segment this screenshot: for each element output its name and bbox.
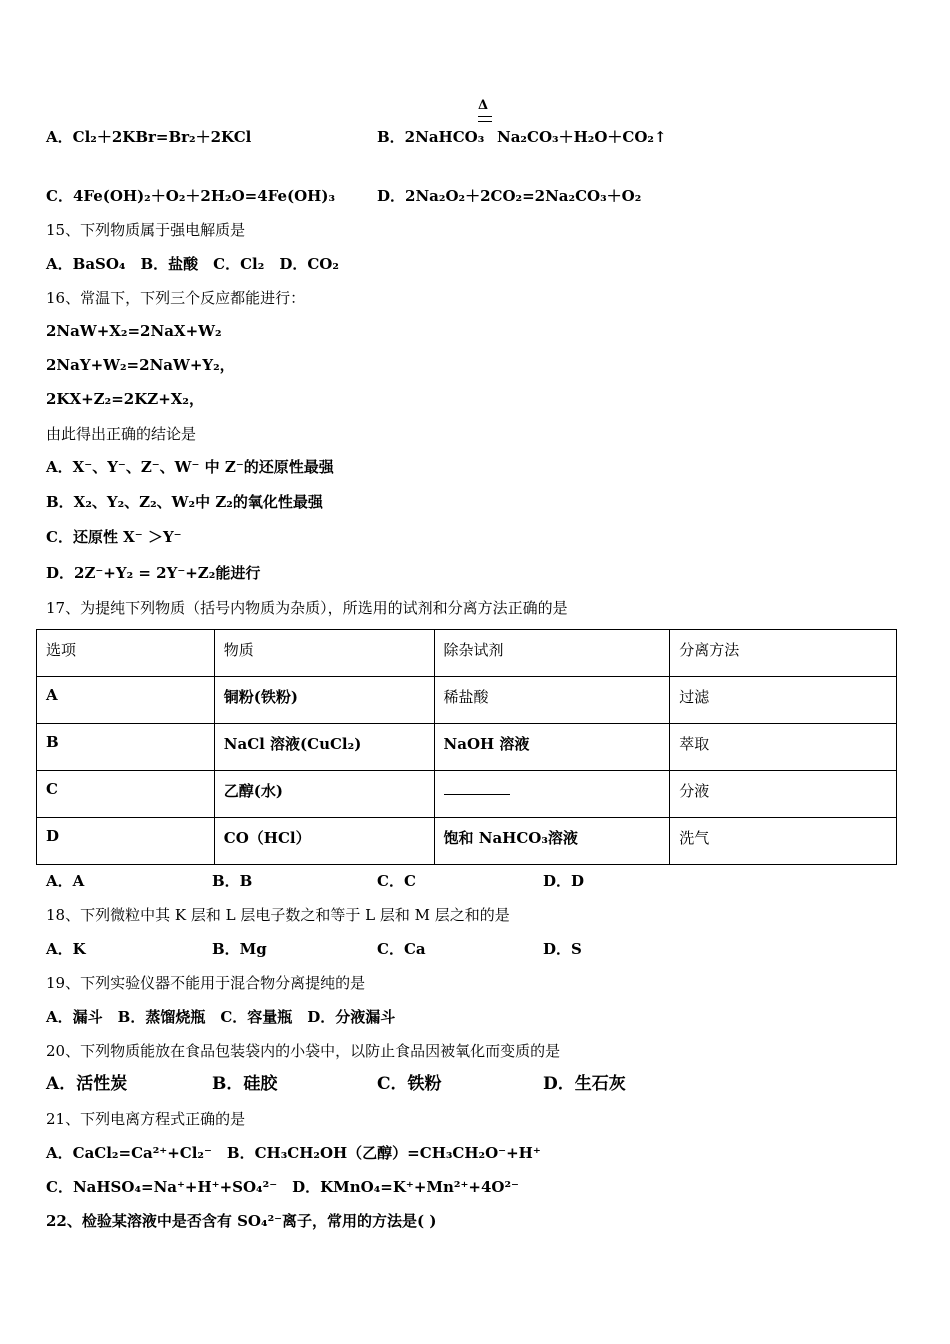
q17-option-d: D．D bbox=[543, 872, 585, 890]
q18-option-b: B．Mg bbox=[212, 940, 267, 958]
table-cell: 萃取 bbox=[670, 724, 897, 771]
q18-option-c: C．Ca bbox=[377, 940, 426, 958]
q17-option-a: A．A bbox=[46, 872, 85, 890]
q17-stem: 17、为提纯下列物质（括号内物质为杂质），所选用的试剂和分离方法正确的是 bbox=[46, 599, 568, 617]
q16-equation-2: 2NaY+W₂=2NaW+Y₂， bbox=[46, 356, 235, 374]
header-reagent: 除杂试剂 bbox=[434, 630, 670, 677]
header-method: 分离方法 bbox=[670, 630, 897, 677]
q14-option-d: D．2Na₂O₂＋2CO₂=2Na₂CO₃＋O₂ bbox=[377, 187, 642, 205]
table-cell: B bbox=[37, 724, 215, 771]
table-cell: 稀盐酸 bbox=[434, 677, 670, 724]
table-cell-blank bbox=[434, 771, 670, 818]
q20-option-b: B．硅胶 bbox=[212, 1074, 278, 1094]
q20-option-d: D．生石灰 bbox=[543, 1074, 626, 1094]
q20-option-a: A．活性炭 bbox=[46, 1074, 128, 1094]
table-cell: 过滤 bbox=[670, 677, 897, 724]
q16-equation-1: 2NaW+X₂=2NaX+W₂ bbox=[46, 322, 222, 340]
q16-option-a: A．X⁻、Y⁻、Z⁻、W⁻ 中 Z⁻的还原性最强 bbox=[46, 458, 334, 476]
q16-option-b: B．X₂、Y₂、Z₂、W₂中 Z₂的氧化性最强 bbox=[46, 493, 323, 511]
q14-option-a: A．Cl₂＋2KBr=Br₂＋2KCl bbox=[46, 128, 252, 146]
table-cell: NaCl 溶液(CuCl₂) bbox=[214, 724, 434, 771]
answer-blank-line bbox=[444, 780, 510, 795]
q22-stem: 22、检验某溶液中是否含有 SO₄²⁻离子，常用的方法是( ) bbox=[46, 1212, 437, 1230]
table-cell: 铜粉(铁粉) bbox=[214, 677, 434, 724]
table-header-row bbox=[37, 630, 897, 677]
q19-options: A．漏斗 B．蒸馏烧瓶 C．容量瓶 D．分液漏斗 bbox=[46, 1008, 396, 1026]
q14-option-c: C．4Fe(OH)₂＋O₂＋2H₂O=4Fe(OH)₃ bbox=[46, 187, 336, 205]
q21-stem: 21、下列电离方程式正确的是 bbox=[46, 1110, 246, 1128]
q14-option-b-left: B．2NaHCO₃ bbox=[377, 128, 485, 146]
table-cell: A bbox=[37, 677, 215, 724]
q20-stem: 20、下列物质能放在食品包装袋内的小袋中，以防止食品因被氧化而变质的是 bbox=[46, 1042, 561, 1060]
q16-option-c: C．还原性 X⁻ ＞Y⁻ bbox=[46, 528, 182, 546]
q16-equation-3: 2KX+Z₂=2KZ+X₂， bbox=[46, 390, 204, 408]
q14-equals-sign bbox=[478, 116, 492, 122]
q18-option-a: A．K bbox=[46, 940, 86, 958]
q17-option-b: B．B bbox=[212, 872, 253, 890]
table-cell: 洗气 bbox=[670, 818, 897, 865]
q15-options: A．BaSO₄ B．盐酸 C．Cl₂ D．CO₂ bbox=[46, 255, 339, 273]
q17-option-c: C．C bbox=[377, 872, 416, 890]
q19-stem: 19、下列实验仪器不能用于混合物分离提纯的是 bbox=[46, 974, 366, 992]
table-cell: NaOH 溶液 bbox=[434, 724, 670, 771]
q17-table bbox=[36, 629, 897, 865]
table-cell: CO（HCl） bbox=[214, 818, 434, 865]
table-cell: C bbox=[37, 771, 215, 818]
q15-stem: 15、下列物质属于强电解质是 bbox=[46, 221, 246, 239]
q16-conclusion: 由此得出正确的结论是 bbox=[46, 425, 197, 443]
q14-option-b-right: Na₂CO₃＋H₂O＋CO₂↑ bbox=[497, 128, 667, 146]
table-cell: D bbox=[37, 818, 215, 865]
q21-options-cd: C．NaHSO₄=Na⁺+H⁺+SO₄²⁻ D．KMnO₄=K⁺+Mn²⁺+4O²⁻ bbox=[46, 1178, 519, 1196]
table-cell: 饱和 NaHCO₃溶液 bbox=[434, 818, 670, 865]
table-cell: 分液 bbox=[670, 771, 897, 818]
q16-option-d: D．2Z⁻+Y₂ = 2Y⁻+Z₂能进行 bbox=[46, 564, 261, 582]
q18-option-d: D．S bbox=[543, 940, 582, 958]
q16-stem: 16、常温下，下列三个反应都能进行： bbox=[46, 289, 306, 307]
q21-options-ab: A．CaCl₂=Ca²⁺+Cl₂⁻ B．CH₃CH₂OH（乙醇）=CH₃CH₂O⁻+H⁺ bbox=[46, 1144, 541, 1162]
header-option: 选项 bbox=[37, 630, 215, 677]
table-row bbox=[37, 724, 897, 771]
table-row bbox=[37, 818, 897, 865]
table-row bbox=[37, 677, 897, 724]
header-substance: 物质 bbox=[214, 630, 434, 677]
q18-stem: 18、下列微粒中其 K 层和 L 层电子数之和等于 L 层和 M 层之和的是 bbox=[46, 906, 510, 924]
table-row bbox=[37, 771, 897, 818]
table-cell: 乙醇(水) bbox=[214, 771, 434, 818]
q20-option-c: C．铁粉 bbox=[377, 1074, 442, 1094]
q14-heating-condition: Δ bbox=[478, 98, 489, 113]
